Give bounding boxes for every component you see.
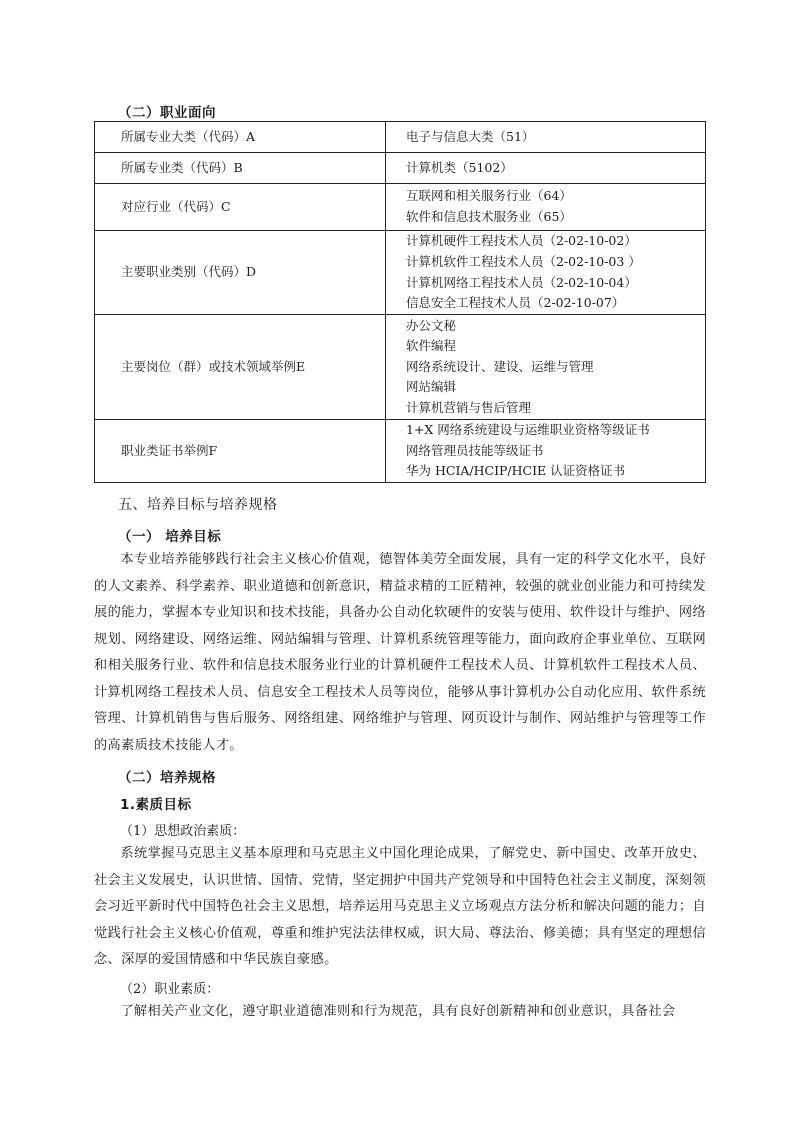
section-2-2-title: （二）职业面向	[118, 105, 216, 121]
table-row	[95, 122, 706, 153]
table-value-cell	[386, 315, 706, 420]
row-value: 计算机类（5102）	[406, 159, 513, 175]
row-value: 1+X 网络系统建设与运维职业资格等级证书	[406, 422, 650, 438]
table-label-cell	[95, 420, 386, 483]
row-value: 办公文秘	[406, 317, 457, 333]
row-label: 对应行业（代码）C	[121, 198, 231, 214]
quality-goal-title: 1.素质目标	[120, 797, 192, 813]
item-1-paragraph: 系统掌握马克思主义基本原理和马克思主义中国化理论成果，了解党史、新中国史、改革开放史、社会主义发展史，认识世情、国情、党情，坚定拥护中国共产党领导和中国特色社会主义制度，深刻领会习近平新时代中国特色社会主义思想，培养运用马克思主义立场观点方法分析和解决问题的能力；自觉践行社会主义核心价值观，尊重和维护宪法法律权威，识大局、尊法治、修美德；具有坚定的理想信念、深厚的爱国情感和中华民族自豪感。	[94, 846, 706, 967]
table-row	[95, 420, 706, 483]
row-value: 软件编程	[406, 338, 457, 354]
section-5-2-title: （二）培养规格	[118, 770, 216, 786]
row-value: 互联网和相关服务行业（64）	[406, 188, 572, 204]
table-label-cell	[95, 184, 386, 231]
table-row	[95, 153, 706, 184]
table-label-cell	[95, 315, 386, 420]
item-2-title: （2）职业素质：	[120, 982, 220, 997]
row-value: 电子与信息大类（51）	[406, 128, 535, 144]
row-value: 网站编辑	[406, 379, 457, 395]
table-value-cell	[386, 420, 706, 483]
item-2-paragraph: 了解相关产业文化，遵守职业道德准则和行为规范，具有良好创新精神和创业意识，具备社会	[120, 1004, 676, 1019]
table-value-cell	[386, 122, 706, 153]
row-label: 职业类证书举例F	[121, 442, 218, 458]
row-value: 计算机网络工程技术人员（2-02-10-04）	[406, 274, 637, 290]
table-value-cell	[386, 231, 706, 315]
row-value: 网络系统设计、建设、运维与管理	[406, 358, 594, 374]
table-label-cell	[95, 153, 386, 184]
item-1-title: （1）思想政治素质：	[120, 824, 246, 839]
occupation-table	[94, 121, 706, 483]
row-label: 主要职业类别（代码）D	[121, 264, 257, 280]
row-value: 计算机硬件工程技术人员（2-02-10-02）	[406, 233, 637, 249]
goal-paragraph: 本专业培养能够践行社会主义核心价值观，德智体美劳全面发展，具有一定的科学文化水平，良好的人文素养、科学素养、职业道德和创新意识，精益求精的工匠精神，较强的就业创业能力和可持续发展的能力，掌握本专业知识和技术技能，具备办公自动化软硬件的安装与使用、软件设计与维护、网络规划、网络建设、网络运维、网站编辑与管理、计算机系统管理等能力，面向政府企事业单位、互联网和相关服务行业、软件和信息技术服务业行业的计算机硬件工程技术人员、计算机软件工程技术人员、计算机网络工程技术人员、信息安全工程技术人员等岗位，能够从事计算机办公自动化应用、软件系统管理、计算机销售与售后服务、网络组建、网络维护与管理、网页设计与制作、网站维护与管理等工作的高素质技术技能人才。	[94, 552, 706, 753]
table-row	[95, 315, 706, 420]
table-label-cell	[95, 231, 386, 315]
row-label: 所属专业大类（代码）A	[121, 128, 256, 144]
table-value-cell	[386, 153, 706, 184]
table-value-cell	[386, 184, 706, 231]
row-value: 计算机营销与售后管理	[406, 399, 532, 415]
section-5-title: 五、培养目标与培养规格	[118, 497, 278, 513]
row-value: 计算机软件工程技术人员（2-02-10-03 ）	[406, 253, 641, 269]
row-value: 华为 HCIA/HCIP/HCIE 认证资格证书	[406, 463, 626, 479]
row-label: 主要岗位（群）或技术领域举例E	[121, 358, 306, 374]
section-5-1-title: （一） 培养目标	[118, 529, 222, 545]
table-label-cell	[95, 122, 386, 153]
row-value: 网络管理员技能等级证书	[406, 442, 544, 458]
table-row	[95, 184, 706, 231]
row-value: 信息安全工程技术人员（2-02-10-07）	[406, 295, 625, 311]
row-value: 软件和信息技术服务业（65）	[406, 209, 572, 224]
table-row	[95, 231, 706, 315]
row-label: 所属专业类（代码）B	[121, 159, 243, 175]
